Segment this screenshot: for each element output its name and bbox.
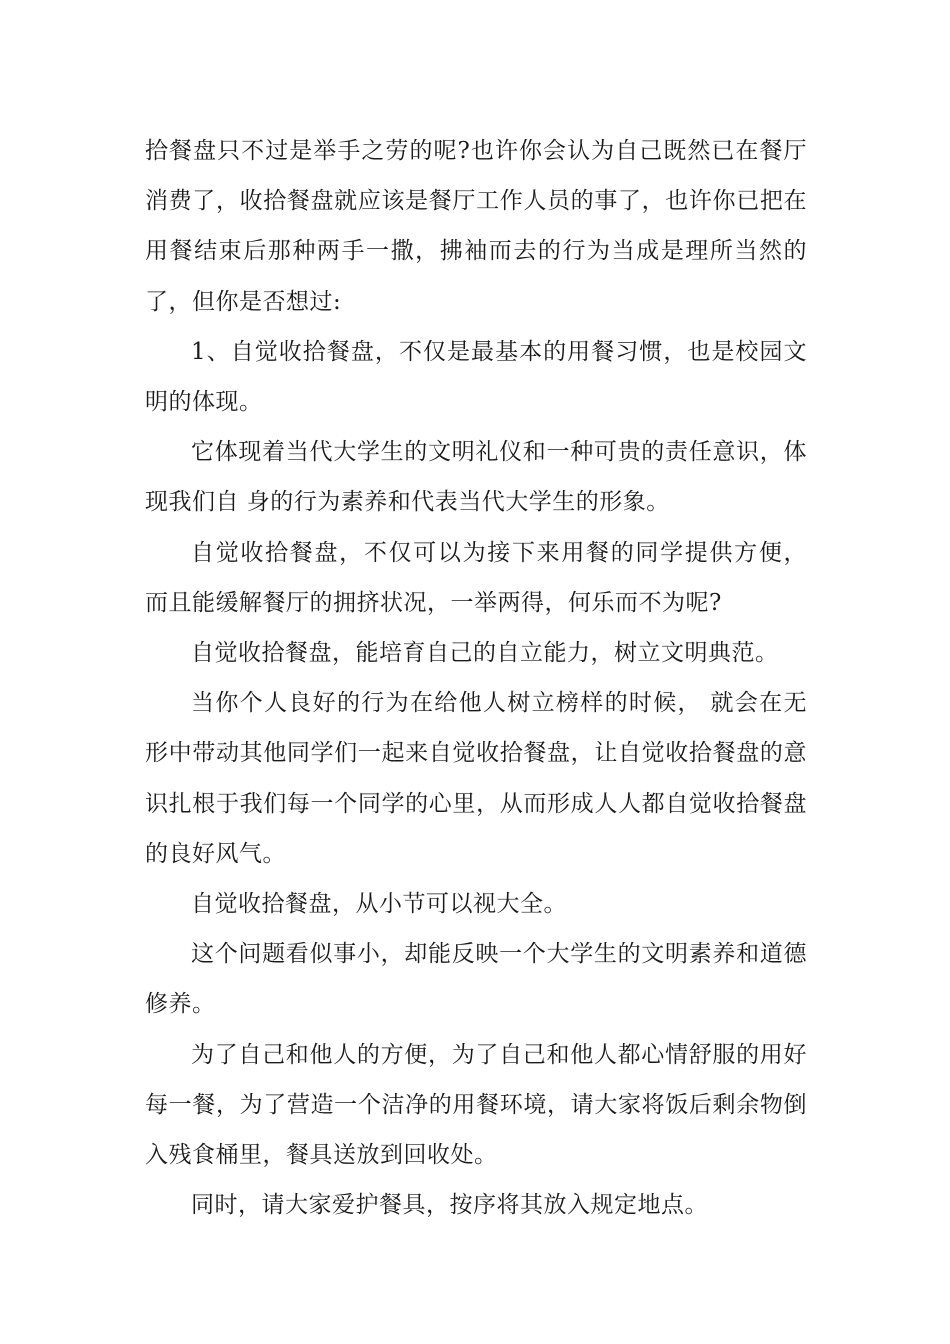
paragraph: 为了自己和他人的方便，为了自己和他人都心情舒服的用好每一餐，为了营造一个洁净的用餐环境，请大家将饭后剩余物倒入残食桶里，餐具送放到回收处。 bbox=[145, 1041, 807, 1169]
paragraph-continuation: 拾餐盘只不过是举手之劳的呢?也许你会认为自己既然已在餐厅消费了，收拾餐盘就应该是餐厅工作人员的事了，也许你已把在用餐结束后那种两手一撒，拂袖而去的行为当成是理所当然的了，但你是否想过: bbox=[145, 138, 807, 315]
paragraph: 自觉收拾餐盘，不仅可以为接下来用餐的同学提供方便， 而且能缓解餐厅的拥挤状况，一举两得，何乐而不为呢? bbox=[145, 539, 807, 616]
paragraph: 自觉收拾餐盘，从小节可以视大全。 bbox=[191, 891, 567, 918]
paragraph-closing: 同时，请大家爱护餐具，按序将其放入规定地点。 bbox=[191, 1192, 708, 1219]
paragraph-point-1: 1、自觉收拾餐盘，不仅是最基本的用餐习惯，也是校园文明的体现。 bbox=[145, 338, 807, 416]
paragraph: 自觉收拾餐盘，能培育自己的自立能力，树立文明典范。 bbox=[191, 640, 779, 667]
paragraph: 它体现着当代大学生的文明礼仪和一种可贵的责任意识，体现我们自 身的行为素养和代表当代大学生的形象。 bbox=[145, 439, 807, 516]
paragraph: 当你个人良好的行为在给他人树立榜样的时候， 就会在无形中带动其他同学们一起来自觉收拾餐盘，让自觉收拾餐盘的意识扎根于我们每一个同学的心里，从而形成人人都自觉收拾餐盘的良好风气。 bbox=[145, 690, 807, 867]
paragraph: 这个问题看似事小，却能反映一个大学生的文明素养和道德修养。 bbox=[145, 941, 807, 1018]
document-body bbox=[145, 126, 807, 1230]
